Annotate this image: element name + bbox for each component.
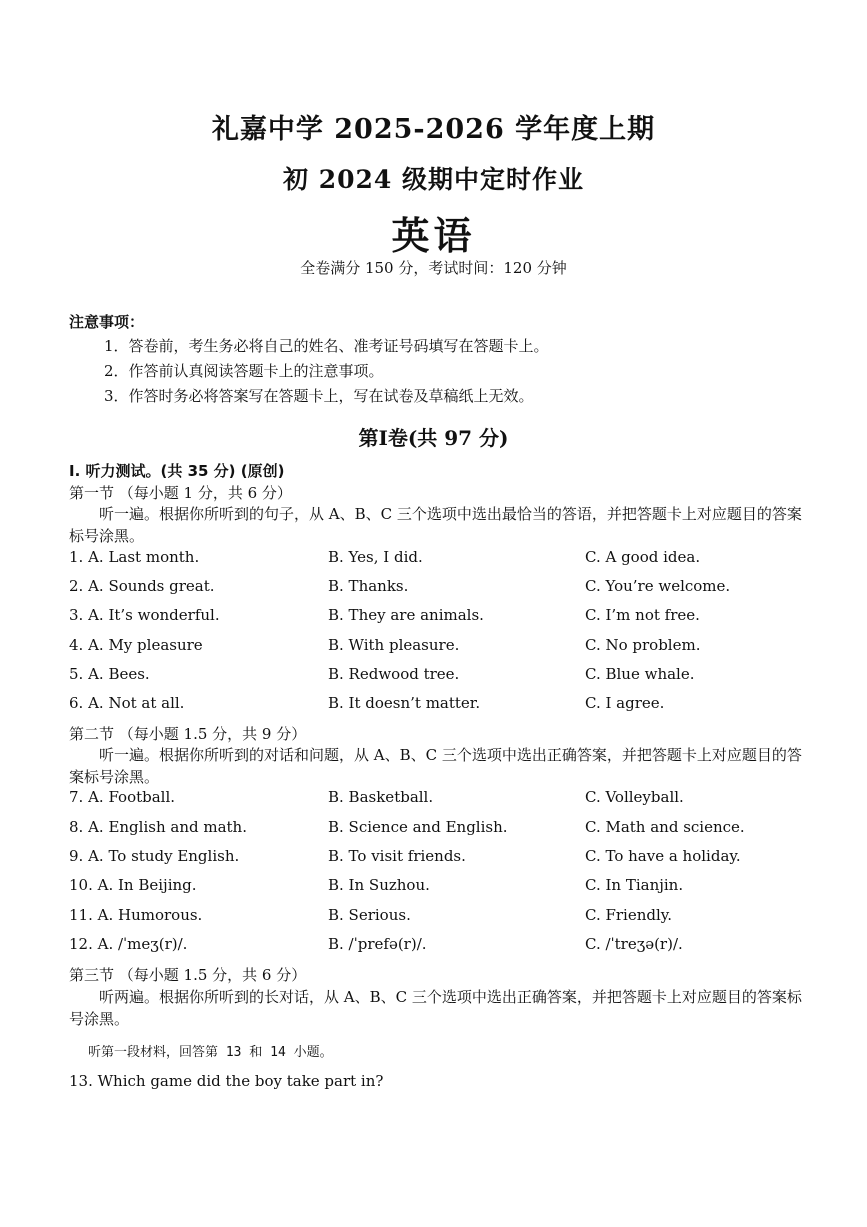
option-c: C. Volleyball. [585, 788, 684, 806]
option-c: C. In Tianjin. [585, 876, 684, 894]
section1-heading: 第一节 （每小题 1 分，共 6 分） [69, 484, 292, 502]
score-time-info: 全卷满分 150 分，考试时间：120 分钟 [300, 259, 567, 277]
notice-item: 2．作答前认真阅读答题卡上的注意事项。 [104, 362, 384, 380]
option-c: C. Friendly. [585, 906, 673, 924]
question-row [69, 847, 809, 869]
option-a: 11. A. Humorous. [69, 906, 203, 924]
question-row [69, 788, 809, 810]
option-c: C. /ˈtreʒə(r)/. [585, 935, 683, 953]
section1-instruction: 听一遍。根据你所听到的句子，从 A、B、C 三个选项中选出最恰当的答语，并把答题卡上对应题目的答案标号涂黑。 [69, 505, 802, 545]
option-b: B. They are animals. [328, 606, 484, 624]
question-row [69, 818, 809, 840]
subject-title: 英语 [391, 213, 476, 258]
option-a: 4. A. My pleasure [69, 636, 203, 654]
option-a: 9. A. To study English. [69, 847, 240, 865]
question-row [69, 906, 809, 928]
section2-instruction: 听一遍。根据你所听到的对话和问题，从 A、B、C 三个选项中选出正确答案，并把答题卡上对应题目的答案标号涂黑。 [69, 746, 802, 786]
option-b: B. Serious. [328, 906, 411, 924]
option-a: 1. A. Last month. [69, 548, 200, 566]
question-row [69, 935, 809, 957]
option-b: B. To visit friends. [328, 847, 466, 865]
exam-subtitle-grade: 初 2024 级期中定时作业 [283, 165, 584, 194]
option-a: 5. A. Bees. [69, 665, 150, 683]
notice-title: 注意事项： [69, 313, 145, 331]
option-b: B. /ˈprefə(r)/. [328, 935, 427, 953]
option-b: B. Basketball. [328, 788, 434, 806]
option-b: B. With pleasure. [328, 636, 460, 654]
option-a: 6. A. Not at all. [69, 694, 185, 712]
option-b: B. In Suzhou. [328, 876, 430, 894]
option-b: B. Yes, I did. [328, 548, 423, 566]
question-row [69, 636, 809, 658]
option-c: C. I agree. [585, 694, 665, 712]
option-b: B. It doesn’t matter. [328, 694, 481, 712]
option-a: 8. A. English and math. [69, 818, 247, 836]
option-c: C. A good idea. [585, 548, 701, 566]
option-b: B. Redwood tree. [328, 665, 460, 683]
notice-item: 1．答卷前，考生务必将自己的姓名、准考证号码填写在答题卡上。 [104, 337, 549, 355]
listening-note: 听第一段材料，回答第 13 和 14 小题。 [88, 1045, 333, 1060]
option-a: 10. A. In Beijing. [69, 876, 197, 894]
question-row [69, 606, 809, 628]
option-b: B. Thanks. [328, 577, 409, 595]
notice-item: 3．作答时务必将答案写在答题卡上，写在试卷及草稿纸上无效。 [104, 387, 534, 405]
question-row [69, 577, 809, 599]
option-a: 12. A. /ˈmeʒ(r)/. [69, 935, 188, 953]
option-a: 2. A. Sounds great. [69, 577, 215, 595]
option-c: C. I’m not free. [585, 606, 700, 624]
option-a: 7. A. Football. [69, 788, 176, 806]
option-c: C. No problem. [585, 636, 701, 654]
option-c: C. Math and science. [585, 818, 745, 836]
section3-instruction: 听两遍。根据你所听到的长对话，从 A、B、C 三个选项中选出正确答案，并把答题卡上对应题目的答案标号涂黑。 [69, 988, 802, 1028]
option-a: 3. A. It’s wonderful. [69, 606, 220, 624]
option-b: B. Science and English. [328, 818, 508, 836]
question-13: 13. Which game did the boy take part in? [69, 1072, 384, 1090]
option-c: C. You’re welcome. [585, 577, 731, 595]
option-c: C. Blue whale. [585, 665, 695, 683]
section3-heading: 第三节 （每小题 1.5 分，共 6 分） [69, 966, 307, 984]
section-heading-listening: I. 听力测试。(共 35 分) (原创) [69, 462, 285, 480]
question-row [69, 665, 809, 687]
question-row [69, 876, 809, 898]
option-c: C. To have a holiday. [585, 847, 741, 865]
question-row [69, 548, 809, 570]
exam-title: 礼嘉中学 2025-2026 学年度上期 [211, 114, 656, 145]
section2-heading: 第二节 （每小题 1.5 分，共 9 分） [69, 725, 307, 743]
part-title: 第Ⅰ卷(共 97 分) [358, 426, 509, 450]
question-row [69, 694, 809, 716]
